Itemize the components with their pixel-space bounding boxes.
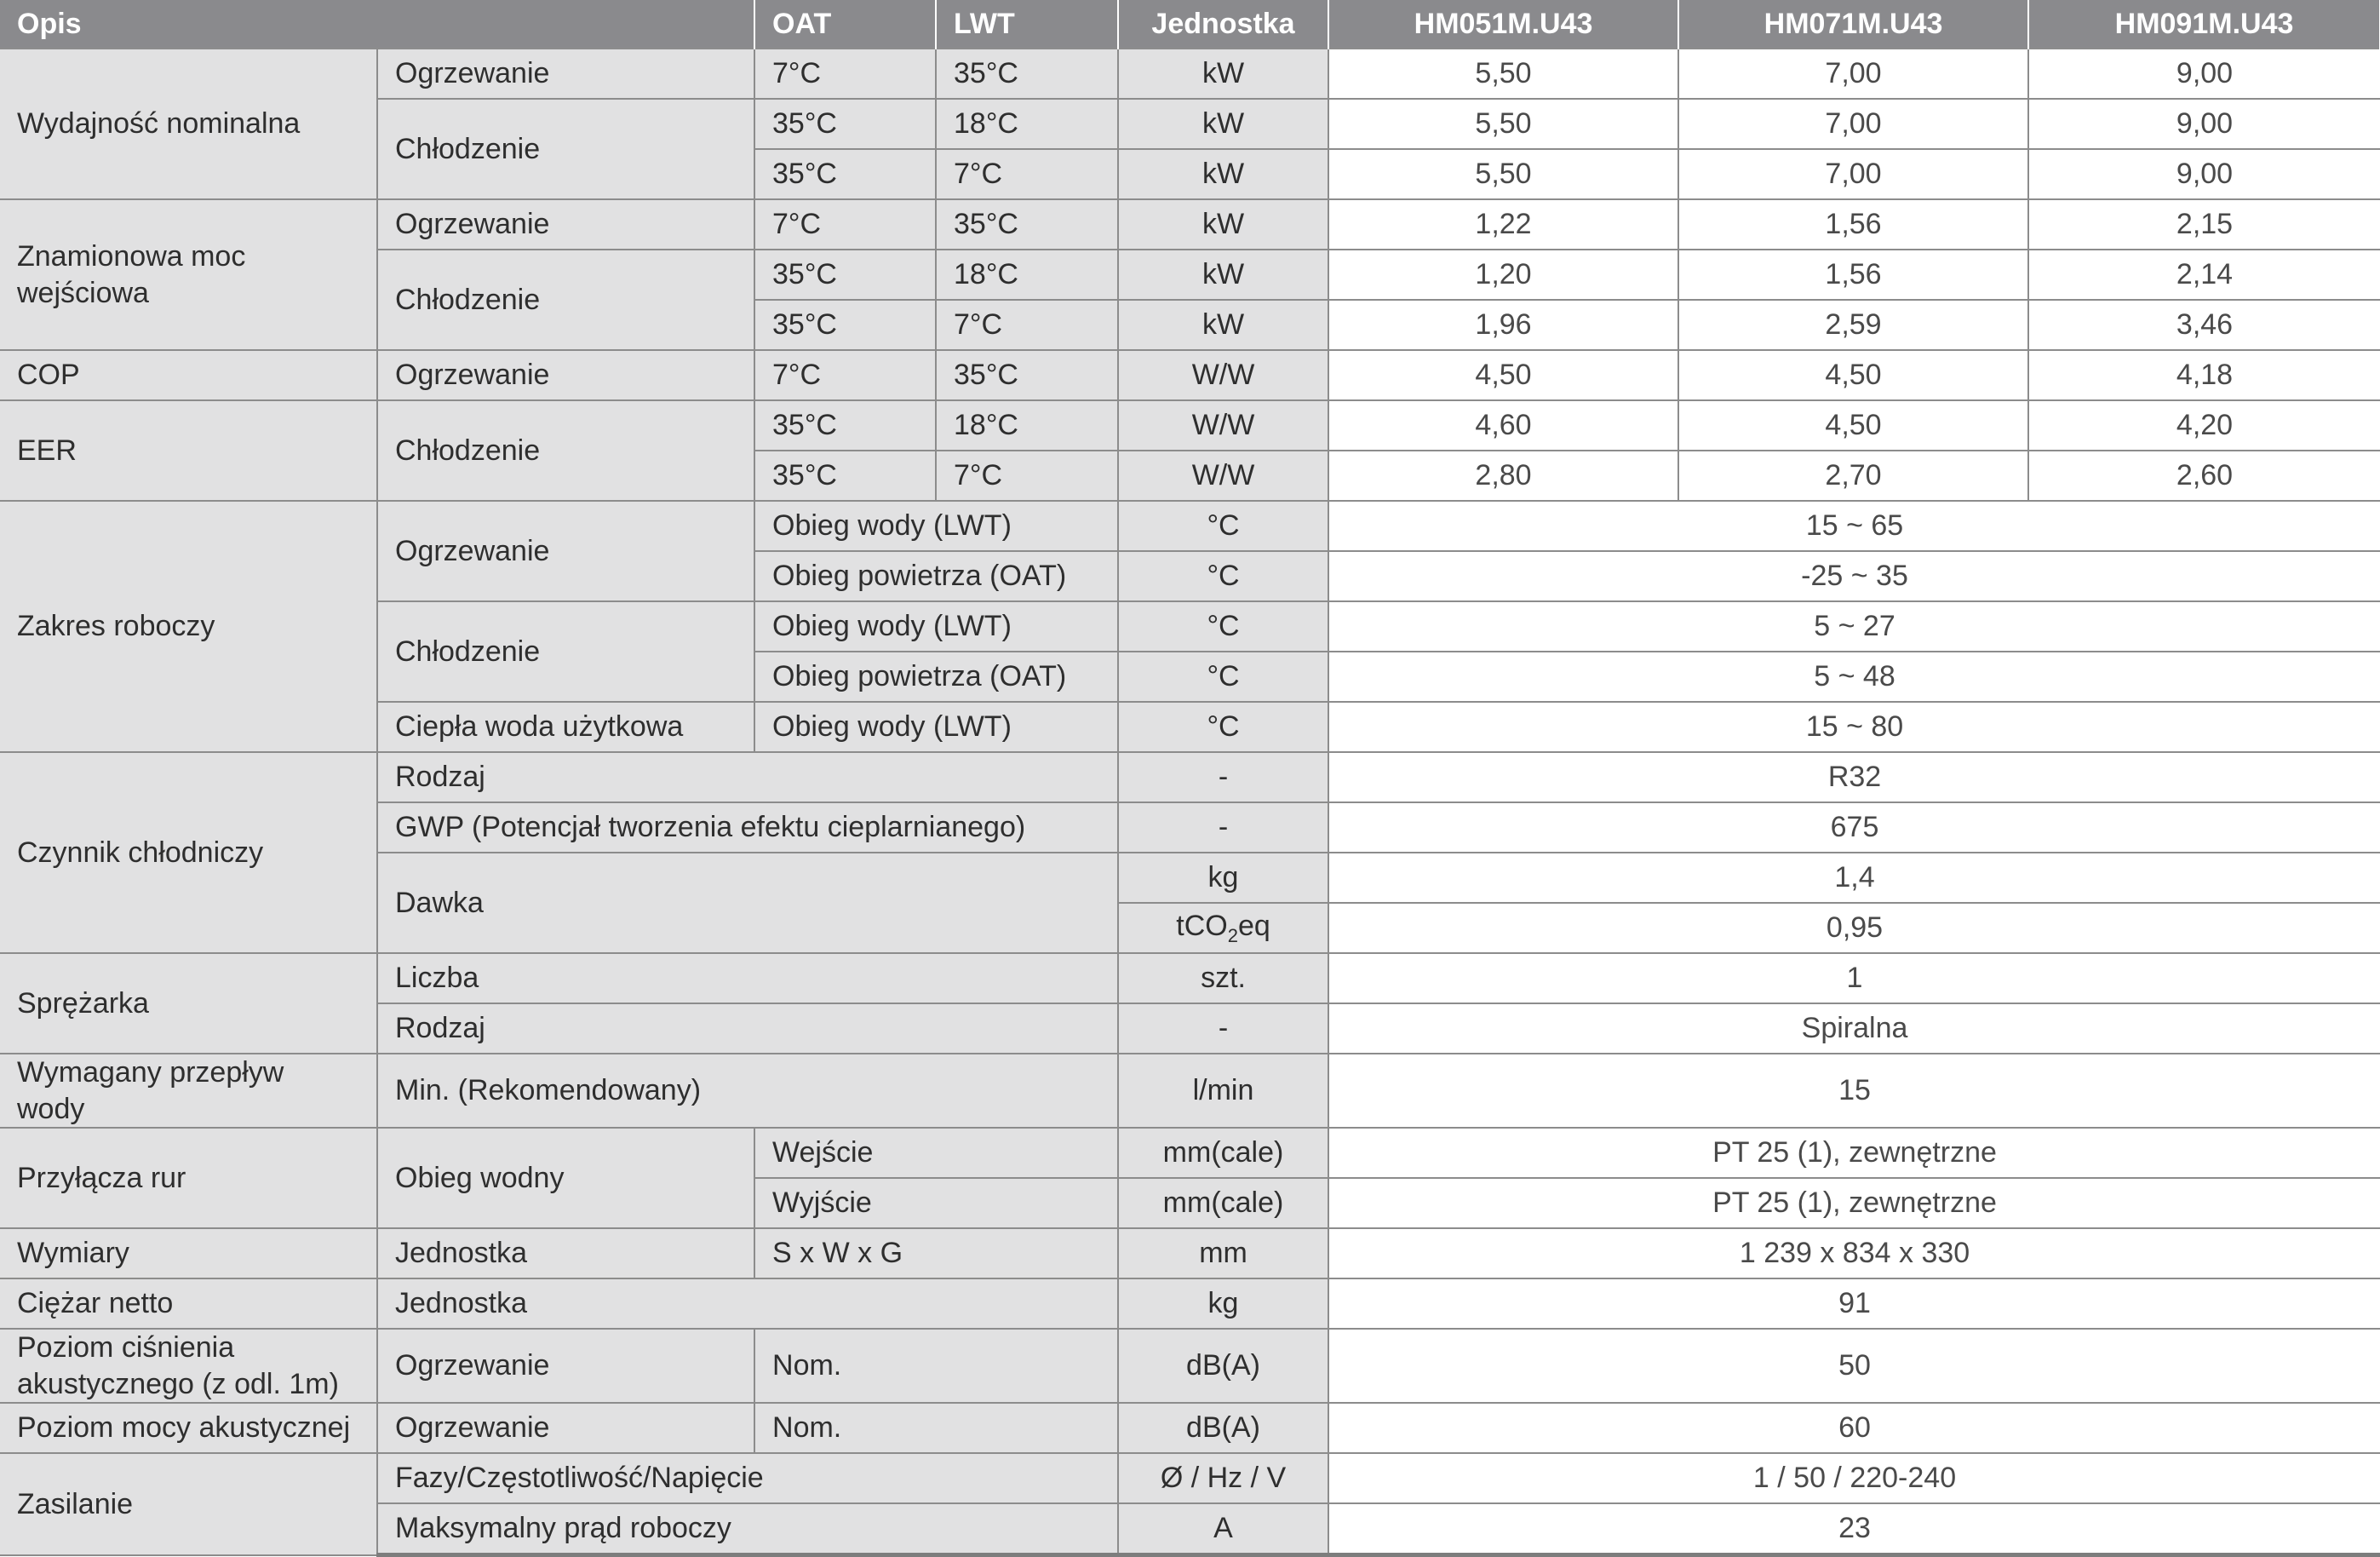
header-opis: Opis (0, 0, 754, 49)
unit-cell: - (1118, 802, 1328, 853)
table-row (0, 1054, 2380, 1128)
desc-cell: Wejście (754, 1128, 1118, 1178)
value-cell: 1 (1328, 953, 2380, 1003)
mode-cell: Ogrzewanie (377, 350, 754, 400)
unit-cell: mm(cale) (1118, 1128, 1328, 1178)
value-cell: R32 (1328, 752, 2380, 802)
value-cell: 2,60 (2028, 451, 2380, 501)
value-cell: 4,18 (2028, 350, 2380, 400)
value-cell: 4,50 (1328, 350, 1678, 400)
desc-cell: Obieg wody (LWT) (754, 702, 1118, 752)
oat-cell: 35°C (754, 300, 936, 350)
unit-cell: W/W (1118, 350, 1328, 400)
mode-cell: Chłodzenie (377, 601, 754, 702)
mode-cell: Chłodzenie (377, 99, 754, 199)
unit-cell: °C (1118, 551, 1328, 601)
unit-post: eq (1237, 910, 1270, 943)
lwt-cell: 18°C (936, 400, 1118, 451)
sub-cell: Nom. (754, 1403, 1118, 1453)
value-cell: 15 ~ 65 (1328, 501, 2380, 551)
header-model-1: HM051M.U43 (1328, 0, 1678, 49)
oat-cell: 7°C (754, 199, 936, 250)
unit-cell: - (1118, 752, 1328, 802)
desc-cell: GWP (Potencjał tworzenia efektu cieplarnianego) (377, 802, 1118, 853)
mode-cell: Chłodzenie (377, 400, 754, 501)
oat-cell: 7°C (754, 49, 936, 99)
value-cell: 2,80 (1328, 451, 1678, 501)
value-cell: 1 239 x 834 x 330 (1328, 1228, 2380, 1278)
value-cell: 7,00 (1678, 99, 2028, 149)
value-cell: 1,20 (1328, 250, 1678, 300)
value-cell: 5,50 (1328, 49, 1678, 99)
header-lwt: LWT (936, 0, 1118, 49)
table-row (0, 1453, 2380, 1503)
lwt-cell: 18°C (936, 99, 1118, 149)
row-label-sprezarka: Sprężarka (0, 953, 377, 1054)
unit-cell: W/W (1118, 451, 1328, 501)
unit-cell: kW (1118, 199, 1328, 250)
oat-cell: 35°C (754, 99, 936, 149)
row-label-eer: EER (0, 400, 377, 501)
table-row (0, 1403, 2380, 1453)
value-cell: 4,20 (2028, 400, 2380, 451)
unit-cell: kW (1118, 99, 1328, 149)
mode-cell: Ogrzewanie (377, 49, 754, 99)
value-cell: 7,00 (1678, 49, 2028, 99)
unit-cell: kW (1118, 250, 1328, 300)
row-label-zakres: Zakres roboczy (0, 501, 377, 752)
value-cell: 50 (1328, 1329, 2380, 1403)
unit-cell: °C (1118, 501, 1328, 551)
value-cell: 9,00 (2028, 99, 2380, 149)
table-row (0, 1329, 2380, 1403)
mode-cell: Chłodzenie (377, 250, 754, 350)
value-cell: PT 25 (1), zewnętrzne (1328, 1178, 2380, 1228)
value-cell: 91 (1328, 1278, 2380, 1329)
unit-subscript: 2 (1227, 925, 1238, 947)
unit-cell: °C (1118, 601, 1328, 652)
table-row (0, 953, 2380, 1003)
row-label-moc-akustyczna: Poziom mocy akustycznej (0, 1403, 377, 1453)
lwt-cell: 18°C (936, 250, 1118, 300)
unit-cell: Ø / Hz / V (1118, 1453, 1328, 1503)
value-cell: 4,50 (1678, 350, 2028, 400)
lwt-cell: 35°C (936, 199, 1118, 250)
value-cell: 4,50 (1678, 400, 2028, 451)
row-label-przeplyw: Wymagany przepływ wody (0, 1054, 377, 1128)
value-cell: 60 (1328, 1403, 2380, 1453)
value-cell: 2,14 (2028, 250, 2380, 300)
row-label-zasilanie: Zasilanie (0, 1453, 377, 1555)
table-row (0, 1278, 2380, 1329)
value-cell: 675 (1328, 802, 2380, 853)
desc-cell: Min. (Rekomendowany) (377, 1054, 1118, 1128)
header-row (0, 0, 2380, 49)
mode-cell: Ogrzewanie (377, 1403, 754, 1453)
row-label-przylacza: Przyłącza rur (0, 1128, 377, 1228)
mode-cell: Ogrzewanie (377, 1329, 754, 1403)
table-row (0, 501, 2380, 551)
value-cell: 2,15 (2028, 199, 2380, 250)
unit-cell: W/W (1118, 400, 1328, 451)
value-cell: 1,4 (1328, 853, 2380, 903)
desc-cell: Obieg powietrza (OAT) (754, 551, 1118, 601)
value-cell: 15 ~ 80 (1328, 702, 2380, 752)
sub-cell: Nom. (754, 1329, 1118, 1403)
table-row (0, 350, 2380, 400)
desc-cell: Maksymalny prąd roboczy (377, 1503, 1118, 1555)
unit-cell (1118, 903, 1328, 953)
row-label-ciezar: Ciężar netto (0, 1278, 377, 1329)
lwt-cell: 7°C (936, 149, 1118, 199)
value-cell: 1,56 (1678, 199, 2028, 250)
unit-cell: dB(A) (1118, 1329, 1328, 1403)
value-cell: 5 ~ 48 (1328, 652, 2380, 702)
desc-cell: Jednostka (377, 1278, 1118, 1329)
unit-cell: kW (1118, 149, 1328, 199)
mode-cell: Ogrzewanie (377, 501, 754, 601)
unit-cell: kg (1118, 853, 1328, 903)
value-cell: 9,00 (2028, 49, 2380, 99)
unit-cell: - (1118, 1003, 1328, 1054)
desc-cell: Liczba (377, 953, 1118, 1003)
value-cell: 5 ~ 27 (1328, 601, 2380, 652)
unit-pre: tCO (1176, 910, 1228, 943)
lwt-cell: 35°C (936, 350, 1118, 400)
unit-cell: szt. (1118, 953, 1328, 1003)
table-row (0, 49, 2380, 99)
value-cell: 7,00 (1678, 149, 2028, 199)
oat-cell: 35°C (754, 400, 936, 451)
unit-cell: kW (1118, 49, 1328, 99)
value-cell: 5,50 (1328, 99, 1678, 149)
value-cell: -25 ~ 35 (1328, 551, 2380, 601)
value-cell: 4,60 (1328, 400, 1678, 451)
unit-cell: kg (1118, 1278, 1328, 1329)
value-cell: 0,95 (1328, 903, 2380, 953)
row-label-moc: Znamionowa moc wejściowa (0, 199, 377, 350)
desc-cell: Obieg wody (LWT) (754, 601, 1118, 652)
unit-cell: °C (1118, 652, 1328, 702)
row-label-wymiary: Wymiary (0, 1228, 377, 1278)
desc-cell: Obieg powietrza (OAT) (754, 652, 1118, 702)
desc-cell: Rodzaj (377, 752, 1118, 802)
mode-cell: Obieg wodny (377, 1128, 754, 1228)
value-cell: 23 (1328, 1503, 2380, 1555)
value-cell: 3,46 (2028, 300, 2380, 350)
unit-cell: mm(cale) (1118, 1178, 1328, 1228)
desc-cell: Dawka (377, 853, 1118, 953)
desc-cell: Obieg wody (LWT) (754, 501, 1118, 551)
desc-cell: Rodzaj (377, 1003, 1118, 1054)
unit-cell: kW (1118, 300, 1328, 350)
unit-cell: dB(A) (1118, 1403, 1328, 1453)
table-row (0, 1228, 2380, 1278)
table-row (0, 752, 2380, 802)
value-cell: 9,00 (2028, 149, 2380, 199)
oat-cell: 35°C (754, 451, 936, 501)
lwt-cell: 7°C (936, 300, 1118, 350)
row-label-cisnienie: Poziom ciśnienia akustycznego (z odl. 1m) (0, 1329, 377, 1403)
row-label-cop: COP (0, 350, 377, 400)
sub-cell: S x W x G (754, 1228, 1118, 1278)
mode-cell: Ciepła woda użytkowa (377, 702, 754, 752)
lwt-cell: 35°C (936, 49, 1118, 99)
header-oat: OAT (754, 0, 936, 49)
value-cell: 15 (1328, 1054, 2380, 1128)
mode-cell: Ogrzewanie (377, 199, 754, 250)
desc-cell: Wyjście (754, 1178, 1118, 1228)
value-cell: 2,70 (1678, 451, 2028, 501)
oat-cell: 7°C (754, 350, 936, 400)
header-model-2: HM071M.U43 (1678, 0, 2028, 49)
table-row (0, 1128, 2380, 1178)
oat-cell: 35°C (754, 250, 936, 300)
unit-cell: A (1118, 1503, 1328, 1555)
value-cell: 1,56 (1678, 250, 2028, 300)
row-label-czynnik: Czynnik chłodniczy (0, 752, 377, 953)
value-cell: Spiralna (1328, 1003, 2380, 1054)
value-cell: 1 / 50 / 220-240 (1328, 1453, 2380, 1503)
value-cell: 5,50 (1328, 149, 1678, 199)
header-model-3: HM091M.U43 (2028, 0, 2380, 49)
unit-cell: l/min (1118, 1054, 1328, 1128)
unit-cell: °C (1118, 702, 1328, 752)
unit-cell: mm (1118, 1228, 1328, 1278)
row-label-wydajnosc: Wydajność nominalna (0, 49, 377, 199)
header-unit: Jednostka (1118, 0, 1328, 49)
table-row (0, 400, 2380, 451)
value-cell: PT 25 (1), zewnętrzne (1328, 1128, 2380, 1178)
oat-cell: 35°C (754, 149, 936, 199)
value-cell: 2,59 (1678, 300, 2028, 350)
value-cell: 1,96 (1328, 300, 1678, 350)
lwt-cell: 7°C (936, 451, 1118, 501)
desc-cell: Fazy/Częstotliwość/Napięcie (377, 1453, 1118, 1503)
desc-cell: Jednostka (377, 1228, 754, 1278)
value-cell: 1,22 (1328, 199, 1678, 250)
table-row (0, 199, 2380, 250)
